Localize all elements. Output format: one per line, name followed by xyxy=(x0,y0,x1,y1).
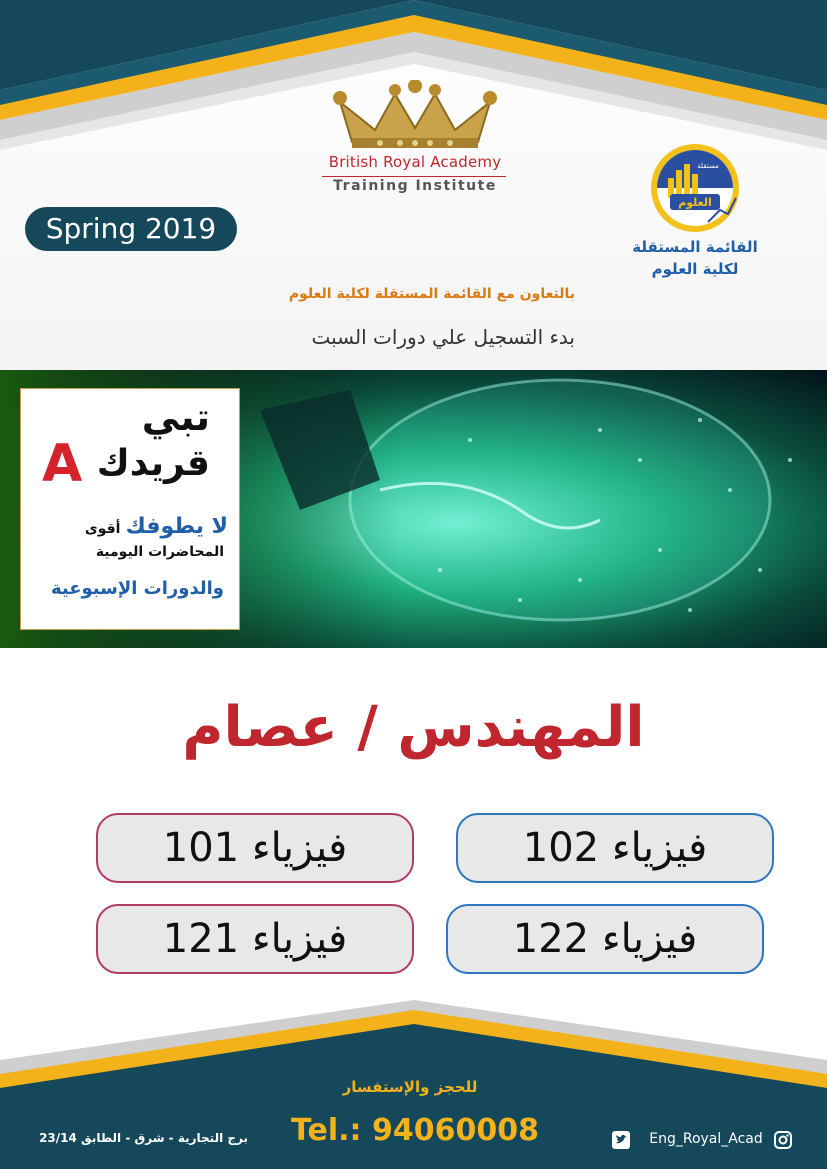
partner-caption-line2: لكلية العلوم xyxy=(651,260,739,278)
season-badge: Spring 2019 xyxy=(25,207,237,251)
course-physics-122: فيزياء 122 xyxy=(446,904,764,974)
partner-logo-icon xyxy=(640,140,750,240)
promo-grade: A xyxy=(42,434,83,494)
partner-logo-text-main: العلوم xyxy=(678,196,712,209)
contact-label: للحجز والإستفسار xyxy=(342,1078,478,1096)
address-text: برج التجارية - شرق - الطابق 23/14 xyxy=(39,1131,248,1145)
registration-text: بدء التسجيل علي دورات السبت xyxy=(311,325,575,349)
partner-caption xyxy=(615,236,775,280)
collaboration-text: بالتعاون مع القائمة المستقلة لكلية العلوم xyxy=(288,286,575,302)
promo-line5: والدورات الإسبوعية xyxy=(50,578,224,599)
course-physics-101: فيزياء 101 xyxy=(96,813,414,883)
phone-number[interactable]: Tel.: 94060008 xyxy=(291,1113,539,1148)
twitter-icon[interactable] xyxy=(612,1131,630,1149)
academy-divider xyxy=(322,176,506,177)
social-handle[interactable]: Eng_Royal_Acad xyxy=(649,1131,763,1147)
academy-subtitle: Training Institute xyxy=(333,178,497,194)
partner-caption-line1: القائمة المستقلة xyxy=(632,238,758,256)
promo-line1: تبي xyxy=(141,395,210,439)
crown-icon xyxy=(300,80,530,152)
promo-line3-rest: أقوى xyxy=(84,521,121,537)
promo-line2: قريدك xyxy=(96,443,210,484)
promo-line4: المحاضرات اليومية xyxy=(95,544,224,560)
instagram-icon[interactable] xyxy=(774,1131,792,1149)
academy-name: British Royal Academy xyxy=(328,153,502,171)
course-physics-121: فيزياء 121 xyxy=(96,904,414,974)
promo-line3 xyxy=(28,512,228,544)
course-physics-102: فيزياء 102 xyxy=(456,813,774,883)
promo-line3-highlight: لا يطوفك xyxy=(125,514,228,539)
partner-logo-text-top: مستقلة xyxy=(697,162,719,170)
instructor-name: المهندس / عصام xyxy=(182,695,645,760)
